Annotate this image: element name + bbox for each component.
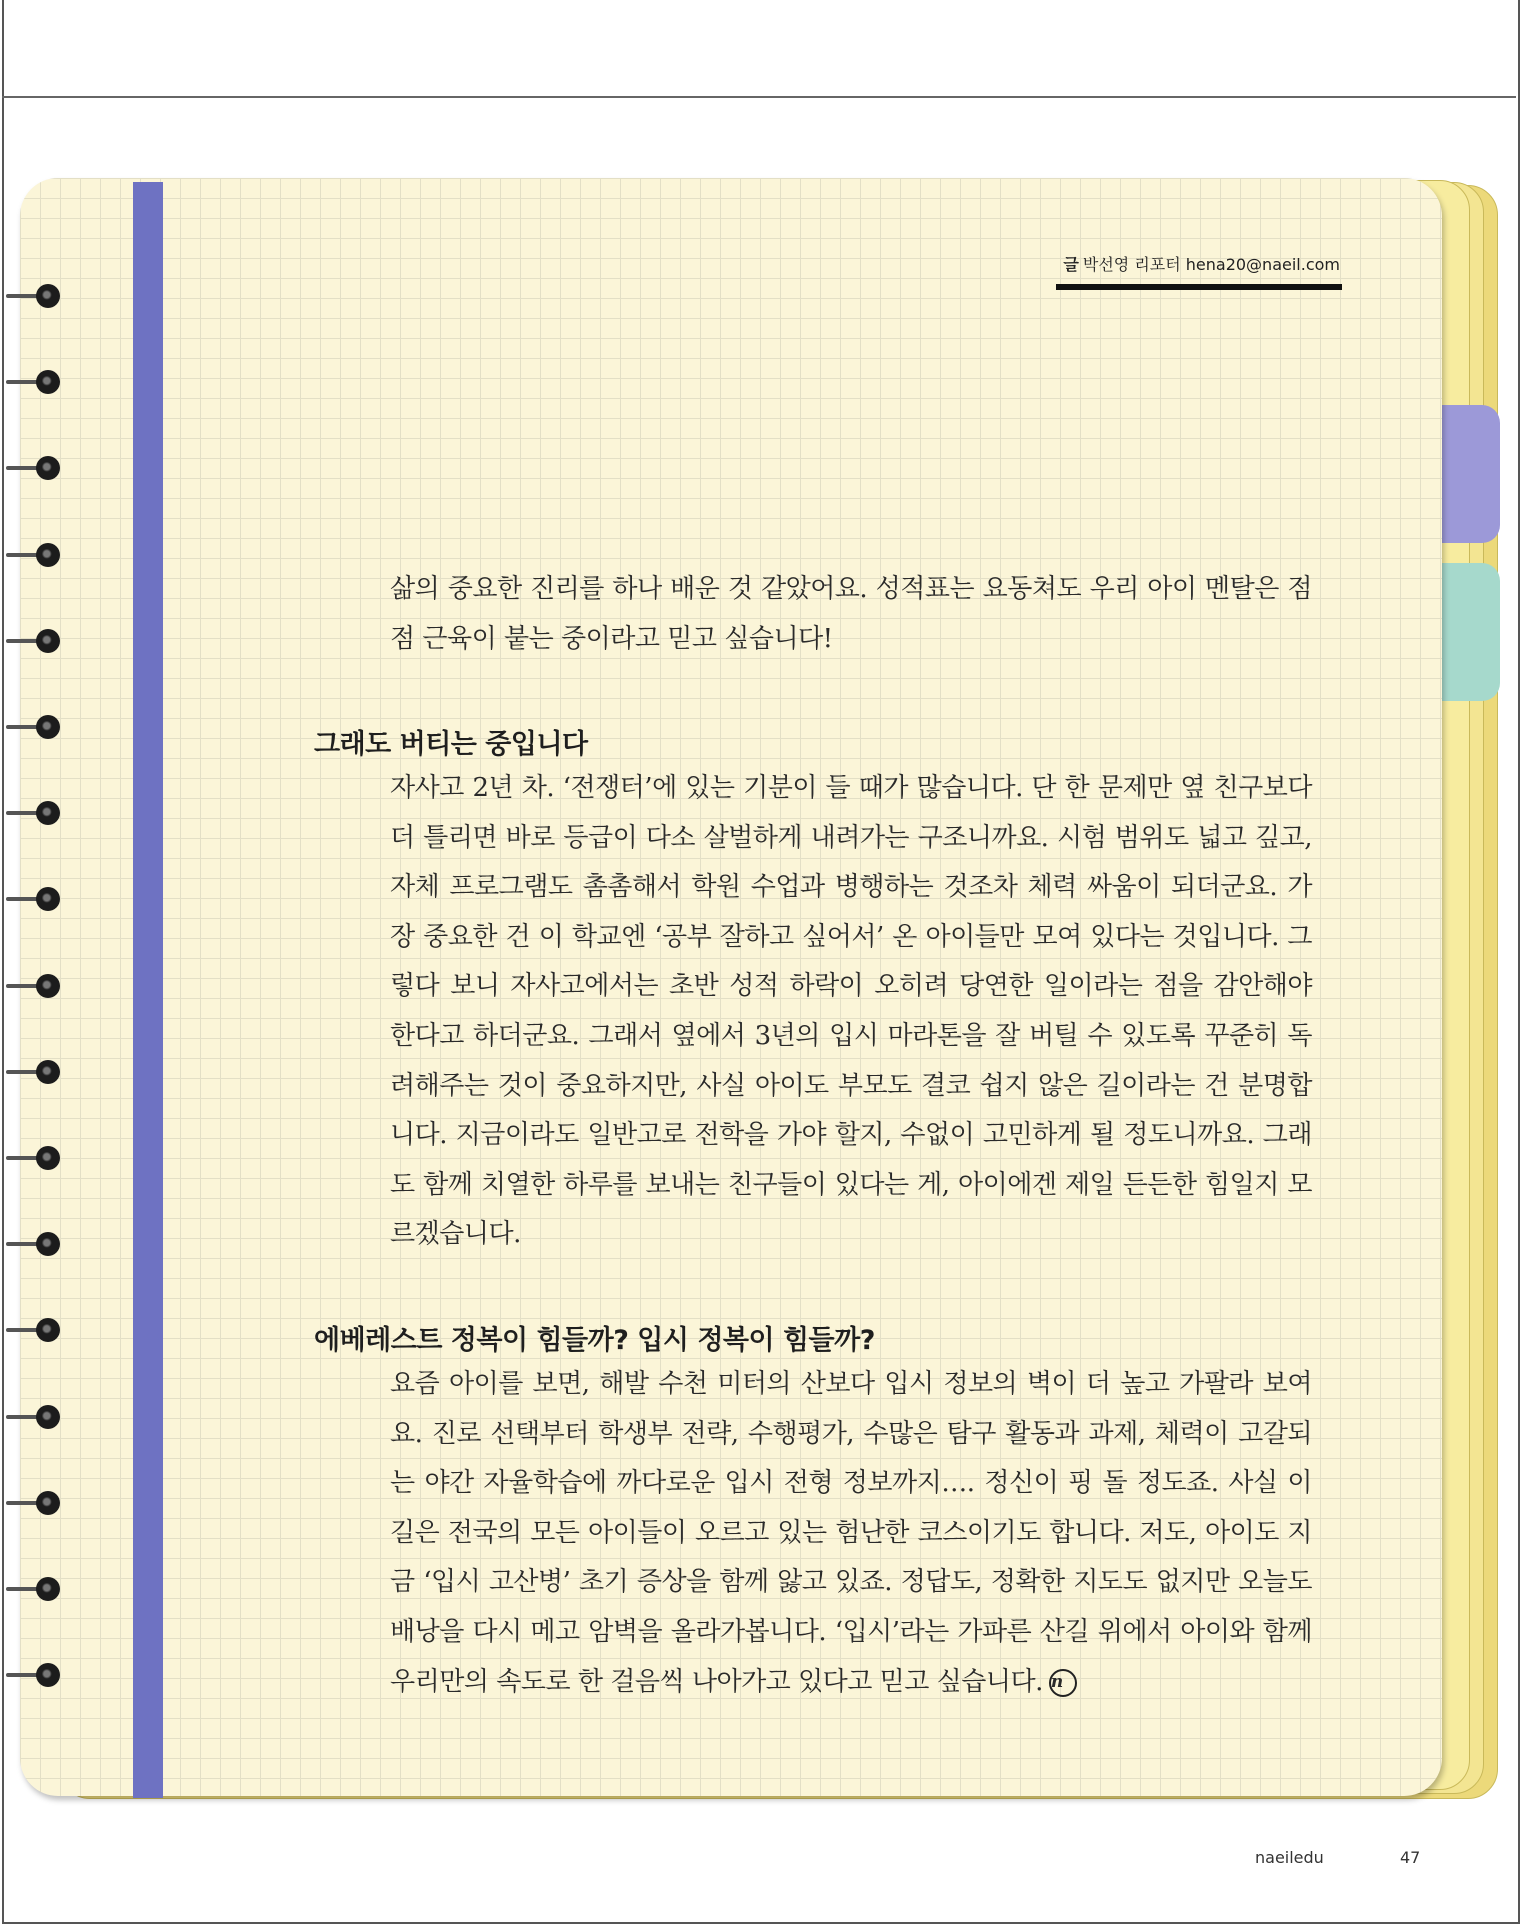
byline-prefix: 글 bbox=[1063, 255, 1079, 274]
spiral-ring-icon bbox=[6, 370, 60, 394]
spiral-ring-icon bbox=[6, 715, 60, 739]
page-number: 47 bbox=[1400, 1848, 1421, 1867]
spiral-ring-icon bbox=[6, 974, 60, 998]
spiral-ring-icon bbox=[6, 456, 60, 480]
spiral-ring-icon bbox=[6, 1232, 60, 1256]
section-heading: 그래도 버티는 중입니다 bbox=[314, 729, 588, 760]
intro-paragraph: 삶의 중요한 진리를 하나 배운 것 같았어요. 성적표는 요동쳐도 우리 아이 멘탈은 점점 근육이 붙는 중이라고 믿고 싶습니다! bbox=[390, 574, 1312, 654]
margin-bar bbox=[133, 182, 163, 1798]
end-mark-icon: n bbox=[1049, 1669, 1077, 1697]
section-body: 자사고 2년 차. ‘전쟁터’에 있는 기분이 들 때가 많습니다. 단 한 문제만 옆 친구보다 더 틀리면 바로 등급이 다소 살벌하게 내려가는 구조니까요. 시험 범위도 넓고 깊고, 자체 프로그램도 촘촘해서 학원 수업과 병행하는 것조차 체력 싸움이 되더군요. 가장 중요한 건 이 학교엔 ‘공부 잘하고 싶어서’ 온 아이들만 모여 있다는 것입니다. 그렇다 보니 자사고에서는 초반 성적 하락이 오히려 당연한 일이라는 점을 감안해야 한다고 하더군요. 그래서 옆에서 3년의 입시 마라톤을 잘 버틸 수 있도록 꾸준히 독려해주는 것이 중요하지만, 사실 아이도 부모도 결코 쉽지 않은 길이라는 건 분명합니다. 지금이라도 일반고로 전학을 가야 할지, 수없이 고민하게 될 정도니까요. 그래도 함께 치열한 하루를 보내는 친구들이 있다는 게, 아이에겐 제일 든든한 힘일지 모르겠습니다. bbox=[390, 773, 1312, 1250]
spiral-ring-icon bbox=[6, 1491, 60, 1515]
spiral-ring-icon bbox=[6, 629, 60, 653]
top-rule bbox=[2, 96, 1516, 98]
byline-author: 박선영 리포터 hena20@naeil.com bbox=[1082, 255, 1340, 274]
section-heading: 에베레스트 정복이 힘들까? 입시 정복이 힘들까? bbox=[314, 1325, 875, 1356]
spiral-ring-icon bbox=[6, 284, 60, 308]
section-body bbox=[390, 1360, 1312, 1707]
byline-rule bbox=[1056, 284, 1342, 290]
spiral-ring-icon bbox=[6, 1577, 60, 1601]
spiral-ring-icon bbox=[6, 887, 60, 911]
section-body-text: 요즘 아이를 보면, 해발 수천 미터의 산보다 입시 정보의 벽이 더 높고 가팔라 보여요. 진로 선택부터 학생부 전략, 수행평가, 수많은 탐구 활동과 과제, 체력이 고갈되는 야간 자율학습에 까다로운 입시 전형 정보까지…. 정신이 핑 돌 정도죠. 사실 이 길은 전국의 모든 아이들이 오르고 있는 험난한 코스이기도 합니다. 저도, 아이도 지금 ‘입시 고산병’ 초기 증상을 함께 앓고 있죠. 정답도, 정확한 지도도 없지만 오늘도 배낭을 다시 메고 암벽을 올라가봅니다. ‘입시’라는 가파른 산길 위에서 아이와 함께 우리만의 속도로 한 걸음씩 나아가고 있다고 믿고 싶습니다. bbox=[390, 1369, 1312, 1697]
spiral-ring-icon bbox=[6, 1318, 60, 1342]
spiral-ring-icon bbox=[6, 1663, 60, 1687]
spiral-ring-icon bbox=[6, 543, 60, 567]
spiral-ring-icon bbox=[6, 1405, 60, 1429]
footer-brand: naeiledu bbox=[1255, 1848, 1324, 1867]
byline bbox=[1056, 252, 1340, 275]
spiral-ring-icon bbox=[6, 1146, 60, 1170]
spiral-ring-icon bbox=[6, 1060, 60, 1084]
spiral-ring-icon bbox=[6, 801, 60, 825]
